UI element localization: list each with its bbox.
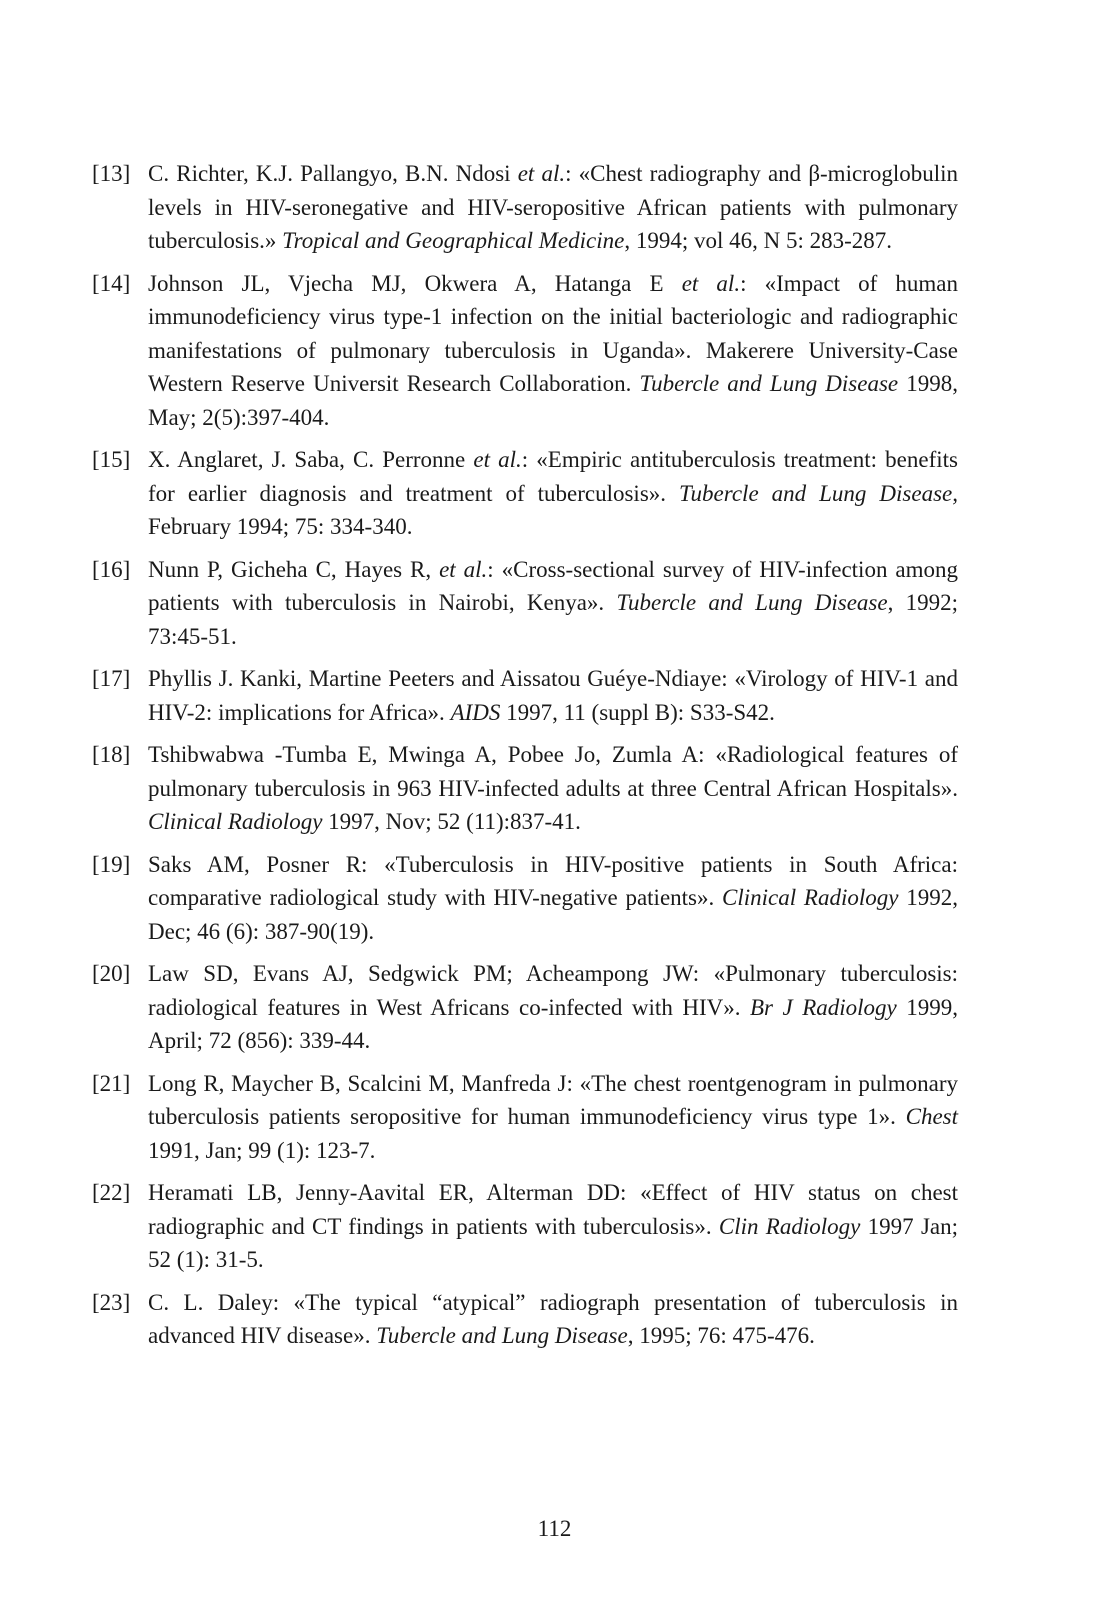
reference-text [148,1067,958,1168]
reference-14 [92,267,958,435]
ref-et-al: et al. [439,556,488,582]
ref-authors: C. Richter, K.J. Pallangyo, B.N. Ndosi [148,161,518,186]
ref-journal: Tubercle and Lung Disease, [679,480,958,506]
reference-number: [17] [92,666,131,691]
reference-text [148,157,958,258]
reference-number: [15] [92,447,131,472]
reference-number: [18] [92,742,131,767]
ref-citation: February 1994; 75: 334-340. [148,514,413,539]
ref-et-al: et al. [681,270,741,296]
ref-journal: Tubercle and Lung Disease [376,1323,628,1348]
ref-citation: 1991, Jan; 99 (1): 123-7. [148,1137,376,1163]
ref-journal: Tubercle and Lung Disease [616,590,888,615]
reference-number: [13] [92,161,131,186]
ref-citation: , 1994; vol 46, N 5: 283-287. [624,228,893,253]
reference-list [92,157,958,1362]
ref-authors-title: Long R, Maycher B, Scalcini M, Manfreda J: «The chest roentgenogram in pulmonary tuberculosis patients seropositive for human immunodeficiency virus type 1». [148,1070,958,1129]
ref-journal: Tubercle and Lung Disease [639,371,899,396]
ref-journal: Clin Radiology [718,1213,861,1239]
reference-number: [20] [92,961,131,986]
ref-authors-title: Tshibwabwa -Tumba E, Mwinga A, Pobee Jo, Zumla A: «Radiological features of pulmonary tuberculosis in 963 HIV-infected adults at three Central African Hospitals». [148,742,958,801]
ref-authors: X. Anglaret, J. Saba, C. Perronne [148,447,474,472]
ref-et-al: et al. [473,447,522,472]
ref-citation: , 1995; 76: 475-476. [627,1323,815,1348]
ref-authors-title: Law SD, Evans AJ, Sedgwick PM; Acheampong JW: «Pulmonary tuberculosis: radiological features in West Africans co-infected with HIV». [148,961,958,1020]
ref-authors: Johnson JL, Vjecha MJ, Okwera A, Hatanga E [148,270,682,296]
ref-citation: 1997 Jan; 52 (1): 31-5. [148,1213,958,1272]
ref-title: : «Cross-sectional survey of HIV-infection among patients with tuberculosis in Nairobi, Kenya». [148,556,958,615]
reference-text [148,1176,958,1277]
ref-citation: 1999, April; 72 (856): 339-44. [148,994,959,1053]
reference-text [148,267,958,435]
reference-text [148,957,958,1058]
reference-number: [19] [92,851,131,877]
ref-title: : «Impact of human immunodeficiency virus type-1 infection on the initial bacteriologic and radiographic manifestations of pulmonary tuberculosis in Uganda». Makerere University-Case Western Reserve Universit Research Collaboration. [148,270,958,396]
reference-text [148,553,958,654]
reference-16 [92,553,958,654]
reference-19 [92,848,958,949]
ref-authors: Nunn P, Gicheha C, Hayes R, [148,556,440,582]
page-number: 112 [537,1516,572,1541]
reference-20 [92,957,958,1058]
reference-17 [92,662,958,729]
ref-authors-title: Phyllis J. Kanki, Martine Peeters and Aissatou Guéye-Ndiaye: «Virology of HIV-1 and HIV-2: implications for Africa». [148,666,958,725]
reference-text [148,848,958,949]
ref-journal: Br J Radiology [749,994,897,1020]
reference-22 [92,1176,958,1277]
ref-journal: AIDS [450,699,501,725]
reference-18 [92,738,958,839]
ref-journal: Clinical Radiology [148,809,323,834]
reference-13 [92,157,958,258]
reference-23 [92,1286,958,1353]
reference-text [148,1286,958,1353]
ref-authors-title: Heramati LB, Jenny-Aavital ER, Alterman DD: «Effect of HIV status on chest radiographic and CT findings in patients with tuberculosis». [148,1180,958,1239]
ref-et-al: et al. [517,161,566,186]
reference-number: [22] [92,1180,131,1205]
reference-text [148,662,958,729]
ref-citation: 1998, May; 2(5):397-404. [148,371,959,430]
ref-title: : «Chest radiography and β-microglobulin levels in HIV-seronegative and HIV-seropositive African patients with pulmonary tuberculosis.» [148,161,958,253]
ref-authors-title: Saks AM, Posner R: «Tuberculosis in HIV-positive patients in South Africa: comparative radiological study with HIV-negative patients». [148,851,958,910]
reference-number: [16] [92,556,131,582]
reference-text [148,738,958,839]
reference-21 [92,1067,958,1168]
ref-citation: 1997, Nov; 52 (11):837-41. [322,809,581,834]
ref-authors-title: C. L. Daley: «The typical “atypical” radiograph presentation of tuberculosis in advanced HIV disease». [148,1289,958,1348]
ref-journal: Clinical Radiology [722,885,899,910]
reference-number: [14] [92,270,131,296]
reference-number: [21] [92,1070,131,1096]
ref-citation: 1992, Dec; 46 (6): 387-90(19). [148,885,958,944]
ref-citation: 1997, 11 (suppl B): S33-S42. [500,699,775,725]
reference-text [148,443,958,544]
ref-journal: Chest [905,1104,958,1129]
ref-journal: Tropical and Geographical Medicine [282,228,625,253]
reference-number: [23] [92,1289,131,1315]
ref-citation: , 1992; 73:45-51. [148,590,959,649]
reference-15 [92,443,958,544]
ref-title: : «Empiric antituberculosis treatment: benefits for earlier diagnosis and treatment of tuberculosis». [148,447,958,506]
